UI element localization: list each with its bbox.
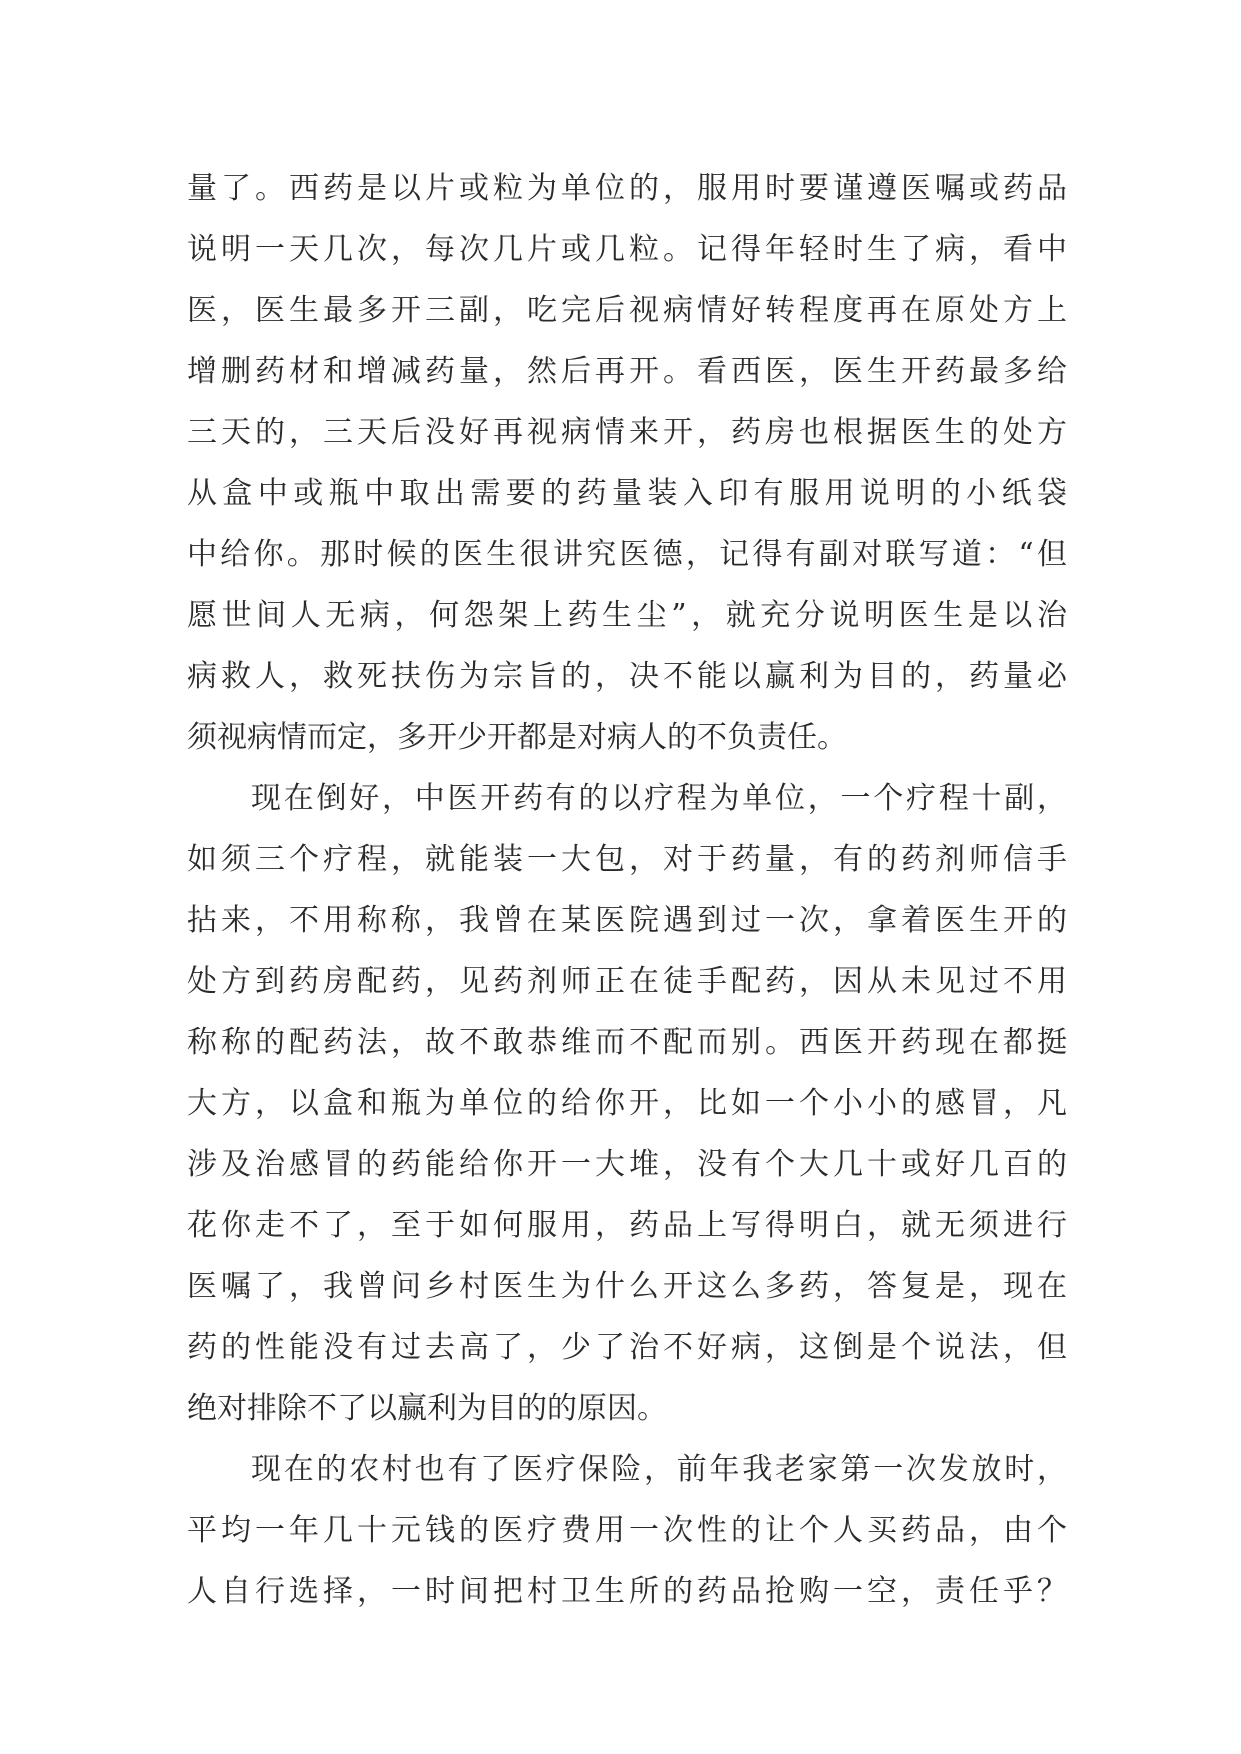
text-line: 花你走不了，至于如何服用，药品上写得明白，就无须进行 (187, 1208, 1067, 1243)
text-line: 处方到药房配药，见药剂师正在徒手配药，因从未见过不用 (187, 964, 1067, 999)
text-line: 三天的，三天后没好再视病情来开，药房也根据医生的处方 (187, 415, 1067, 450)
text-line: 说明一天几次，每次几片或几粒。记得年轻时生了病，看中 (187, 232, 1067, 267)
text-line: 医嘱了，我曾问乡村医生为什么开这么多药，答复是，现在 (187, 1269, 1067, 1304)
text-line: 绝对排除不了以赢利为目的的原因。 (187, 1391, 667, 1426)
text-line: 中给你。那时候的医生很讲究医德，记得有副对联写道：“但 (187, 537, 1067, 572)
text-line: 医，医生最多开三副，吃完后视病情好转程度再在原处方上 (187, 293, 1067, 328)
text-line: 愿世间人无病，何怨架上药生尘”，就充分说明医生是以治 (187, 598, 1067, 633)
text-line: 须视病情而定，多开少开都是对病人的不负责任。 (187, 720, 847, 755)
text-line: 称称的配药法，故不敢恭维而不配而别。西医开药现在都挺 (187, 1025, 1067, 1060)
text-line: 量了。西药是以片或粒为单位的，服用时要谨遵医嘱或药品 (187, 171, 1067, 206)
text-line: 现在倒好，中医开药有的以疗程为单位，一个疗程十副， (251, 781, 1067, 816)
text-line: 增删药材和增减药量，然后再开。看西医，医生开药最多给 (187, 354, 1067, 389)
text-line: 如须三个疗程，就能装一大包，对于药量，有的药剂师信手 (187, 842, 1067, 877)
text-line: 涉及治感冒的药能给你开一大堆，没有个大几十或好几百的 (187, 1147, 1067, 1182)
text-line: 平均一年几十元钱的医疗费用一次性的让个人买药品，由个 (187, 1513, 1067, 1548)
text-line: 人自行选择，一时间把村卫生所的药品抢购一空，责任乎？ (187, 1574, 1067, 1609)
text-line: 现在的农村也有了医疗保险，前年我老家第一次发放时， (251, 1452, 1067, 1487)
text-line: 病救人，救死扶伤为宗旨的，决不能以赢利为目的，药量必 (187, 659, 1067, 694)
text-line: 大方，以盒和瓶为单位的给你开，比如一个小小的感冒，凡 (187, 1086, 1067, 1121)
text-line: 从盒中或瓶中取出需要的药量装入印有服用说明的小纸袋 (187, 476, 1067, 511)
text-line: 药的性能没有过去高了，少了治不好病，这倒是个说法，但 (187, 1330, 1067, 1365)
body-text (187, 158, 1067, 1622)
text-line: 拈来，不用称称，我曾在某医院遇到过一次，拿着医生开的 (187, 903, 1067, 938)
